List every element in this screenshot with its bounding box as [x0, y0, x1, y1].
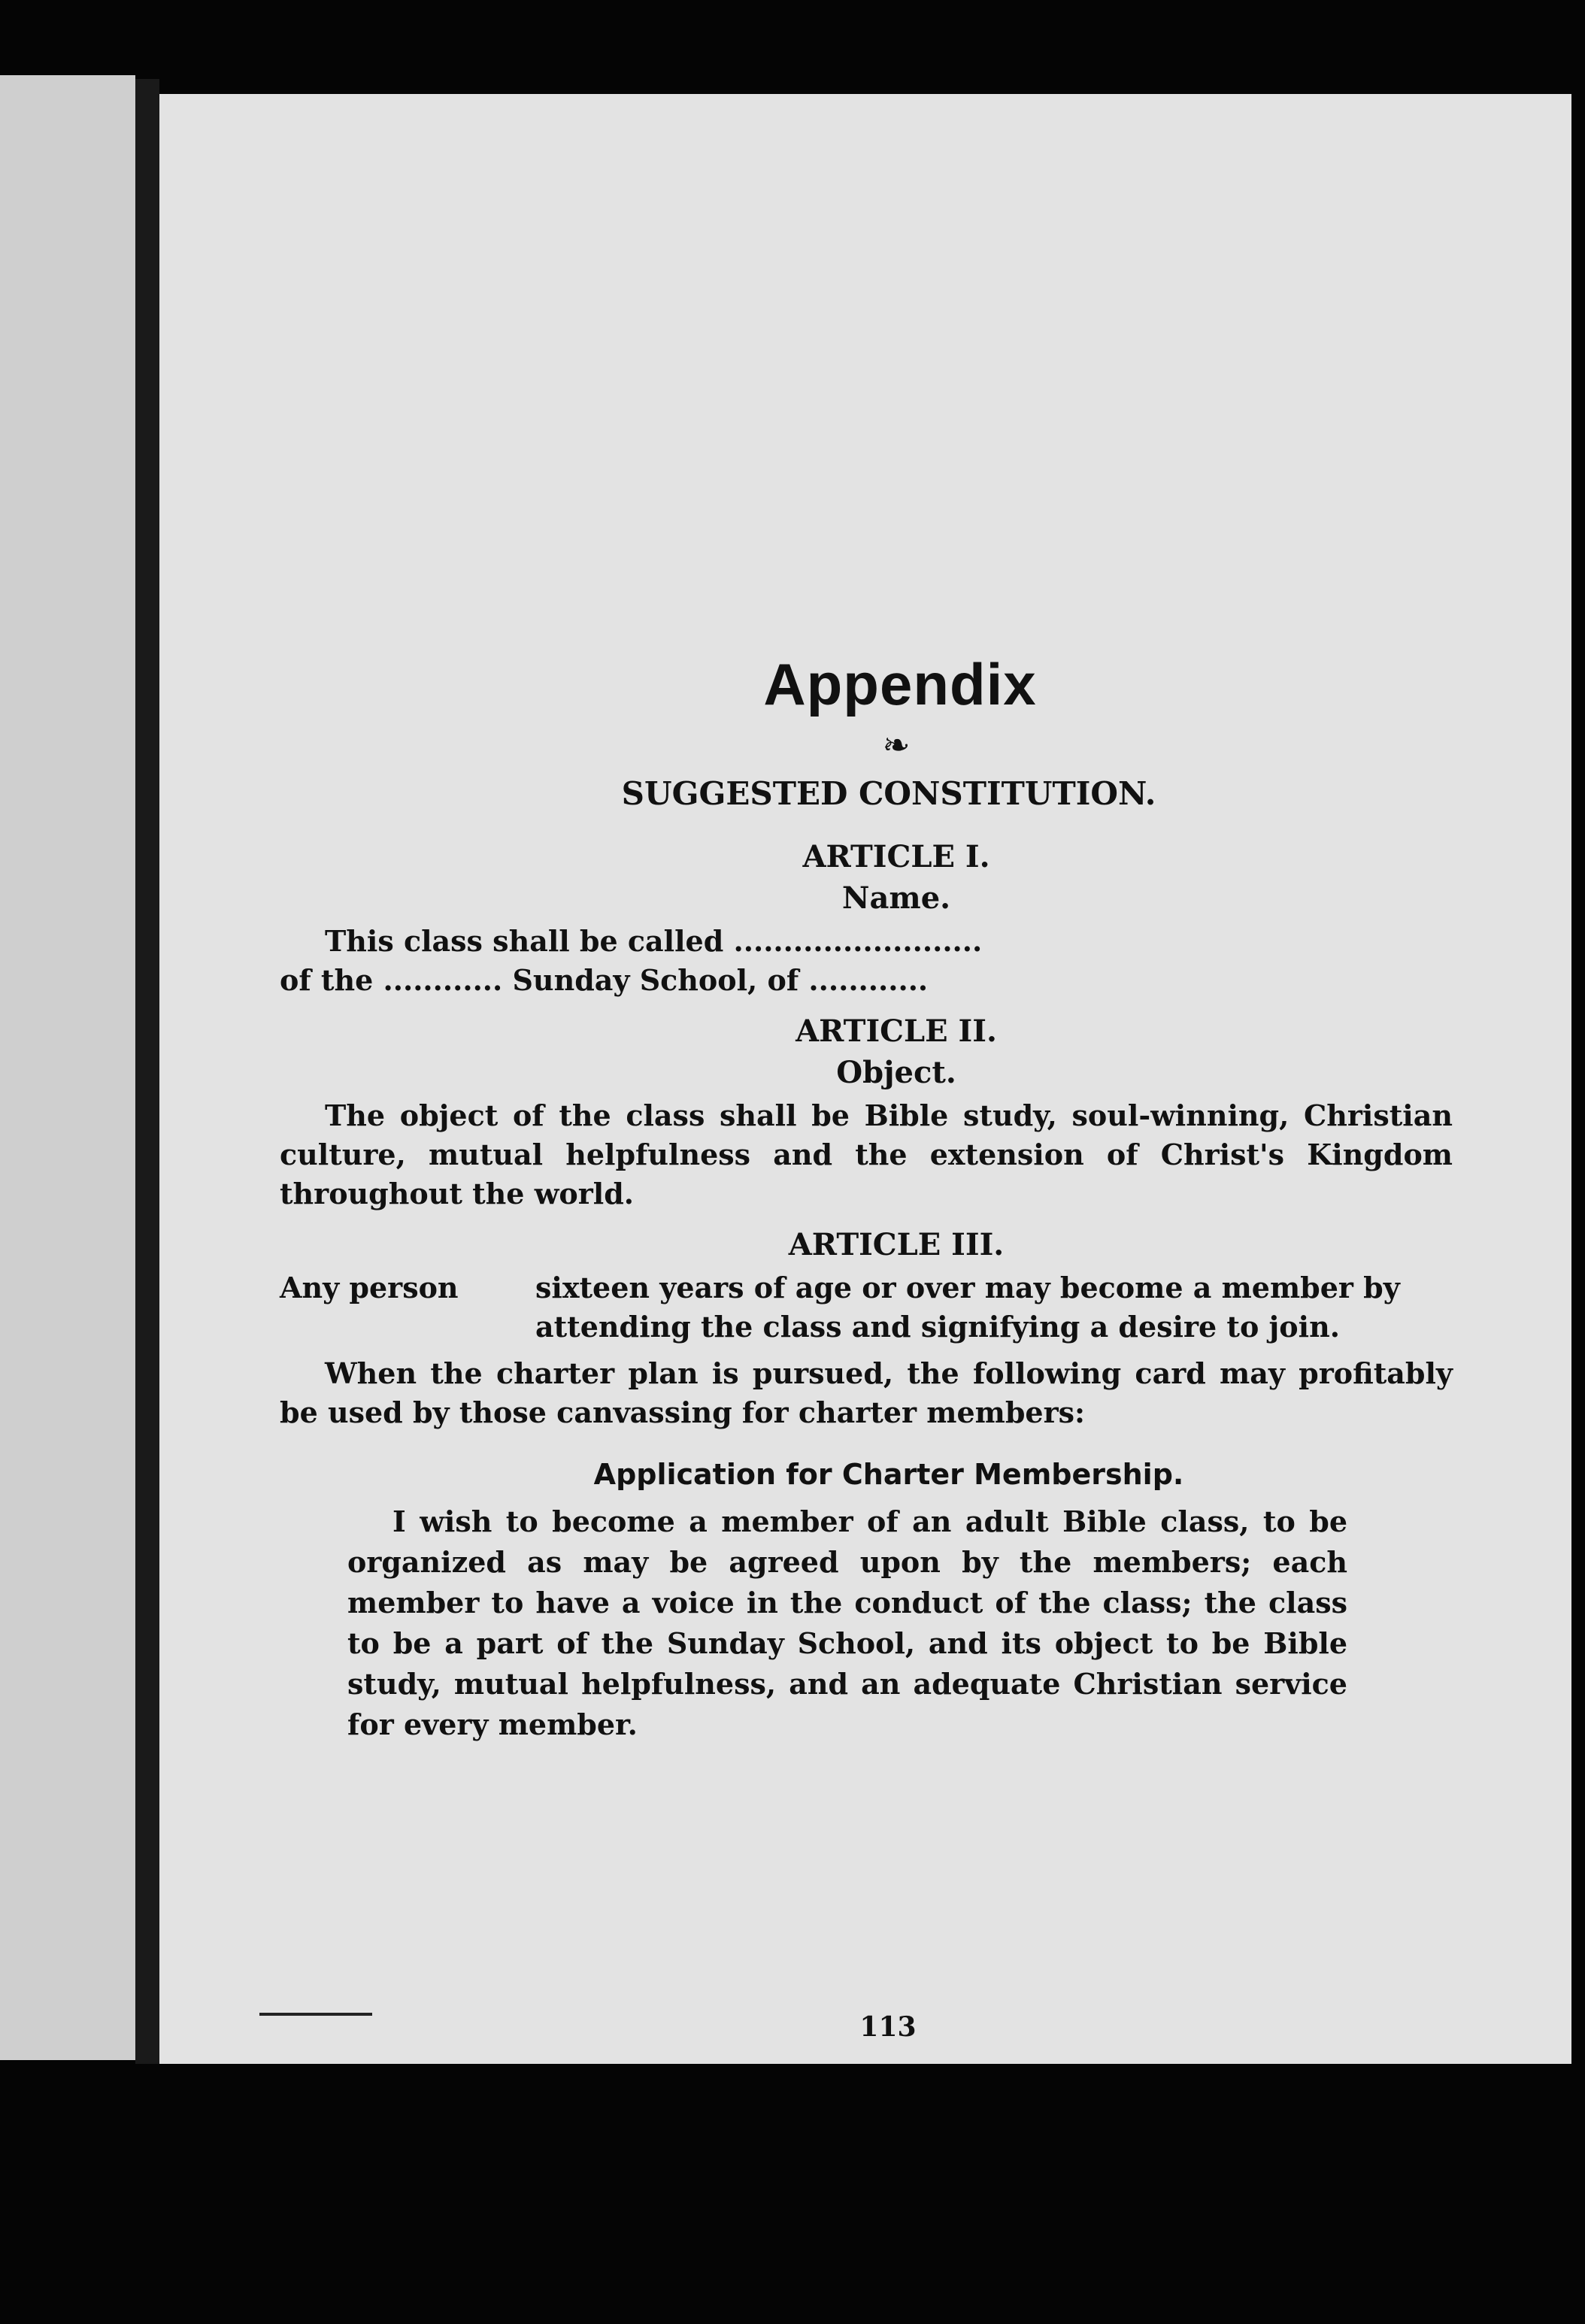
article-3-text: sixteen years of age or over may become a member by attending the class and signifying a desire to join. — [535, 1271, 1400, 1344]
article-3-label: Any person — [280, 1271, 459, 1304]
book-page — [159, 94, 1571, 2064]
page-content — [280, 650, 1453, 1745]
article-2-text: The object of the class shall be Bible study, soul-winning, Christian culture, mutual helpfulness and the extension of Christ's Kingdom throughout the world. — [280, 1098, 1453, 1210]
page-title: Appendix — [763, 651, 1037, 717]
page-number: 113 — [859, 2011, 917, 2043]
article-2-heading: ARTICLE II. — [796, 1014, 997, 1049]
previous-page-edge — [0, 75, 135, 2060]
footer-rule — [259, 2013, 372, 2016]
card-text: I wish to become a member of an adult Bible class, to be organized as may be agreed upon by the members; each member to have a voice in the conduct of the class; the class to be a part of the Sunday School, and its object to be Bible study, mutual helpfulness, and an adequate Christian service for every member. — [347, 1504, 1347, 1741]
card-title: Application for Charter Membership. — [593, 1458, 1184, 1491]
ornament-icon: ❧ — [882, 726, 911, 765]
article-3-body — [280, 1268, 1453, 1347]
article-1-heading: ARTICLE I. — [802, 839, 990, 874]
article-3-heading: ARTICLE III. — [788, 1227, 1005, 1262]
article-1-line-2: of the ............ Sunday School, of ............ — [280, 963, 929, 997]
article-1-line-1: This class shall be called ......................... — [325, 924, 983, 958]
charter-note: When the charter plan is pursued, the following card may profitably be used by those canvassing for charter members: — [280, 1356, 1453, 1429]
article-1-subheading: Name. — [841, 880, 951, 916]
book-spine — [135, 79, 159, 2064]
article-2-subheading: Object. — [836, 1055, 956, 1090]
section-heading: SUGGESTED CONSTITUTION. — [621, 775, 1156, 812]
